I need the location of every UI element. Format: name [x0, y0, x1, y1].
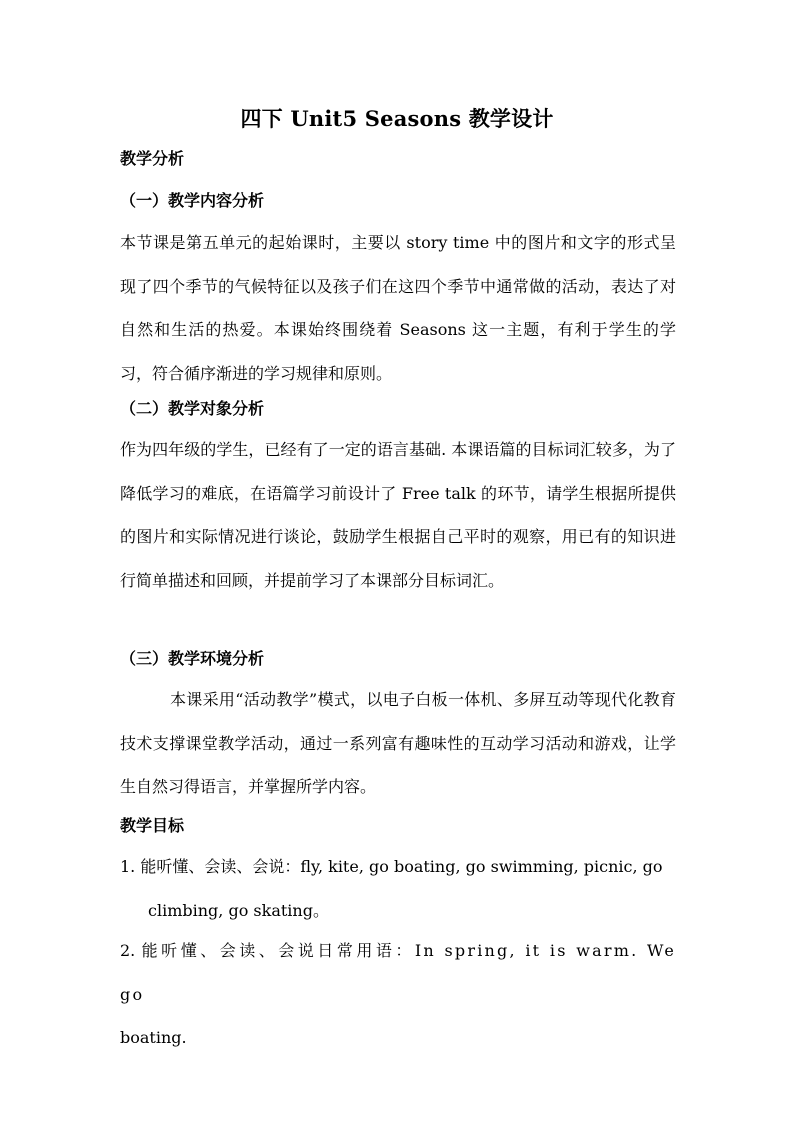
goal-item-1-number: 1. [120, 857, 136, 876]
goal-item-2-number: 2. [120, 941, 136, 960]
goal-item-1-line1: 能听懂、会读、会说：fly, kite, go boating, go swimming, picnic, go [140, 857, 663, 876]
subsection-heading-environment-analysis: （三）教学环境分析 [120, 649, 265, 668]
goal-item-1-line2: climbing, go skating。 [148, 900, 329, 920]
paragraph-environment-analysis: 本课采用“活动教学”模式，以电子白板一体机、多屏互动等现代化教育技术支撑课堂教学活动，通过一系列富有趣味性的互动学习活动和游戏，让学生自然习得语言，并掌握所学内容。 [120, 690, 676, 796]
subsection-heading-student-analysis: （二）教学对象分析 [120, 399, 265, 418]
goal-item-2-line1: 能听懂、会读、会说日常用语：In spring, it is warm. We go [120, 941, 676, 1004]
section-heading-goals: 教学目标 [120, 816, 185, 835]
section-heading-analysis: 教学分析 [120, 149, 185, 168]
goal-item-2-line2: boating. [120, 1028, 187, 1047]
paragraph-content-analysis: 本节课是第五单元的起始课时，主要以 story time 中的图片和文字的形式呈现了四个季节的气候特征以及孩子们在这四个季节中通常做的活动，表达了对自然和生活的热爱。本课始终围绕着 Seasons 这一主题，有利于学生的学习，符合循序渐进的学习规律和原则。 [120, 233, 676, 383]
goal-item-2 [120, 929, 676, 1060]
subsection-heading-content-analysis: （一）教学内容分析 [120, 191, 265, 210]
document-title: 四下 Unit5 Seasons 教学设计 [240, 106, 554, 131]
paragraph-student-analysis: 作为四年级的学生，已经有了一定的语言基础. 本课语篇的目标词汇较多，为了降低学习的难底，在语篇学习前设计了 Free talk 的环节，请学生根据所提供的图片和实际情况进行谈论，鼓励学生根据自己平时的观察，用已有的知识进行简单描述和回顾，并提前学习了本课部分目标词汇。 [120, 440, 676, 590]
goal-item-1 [120, 845, 676, 932]
